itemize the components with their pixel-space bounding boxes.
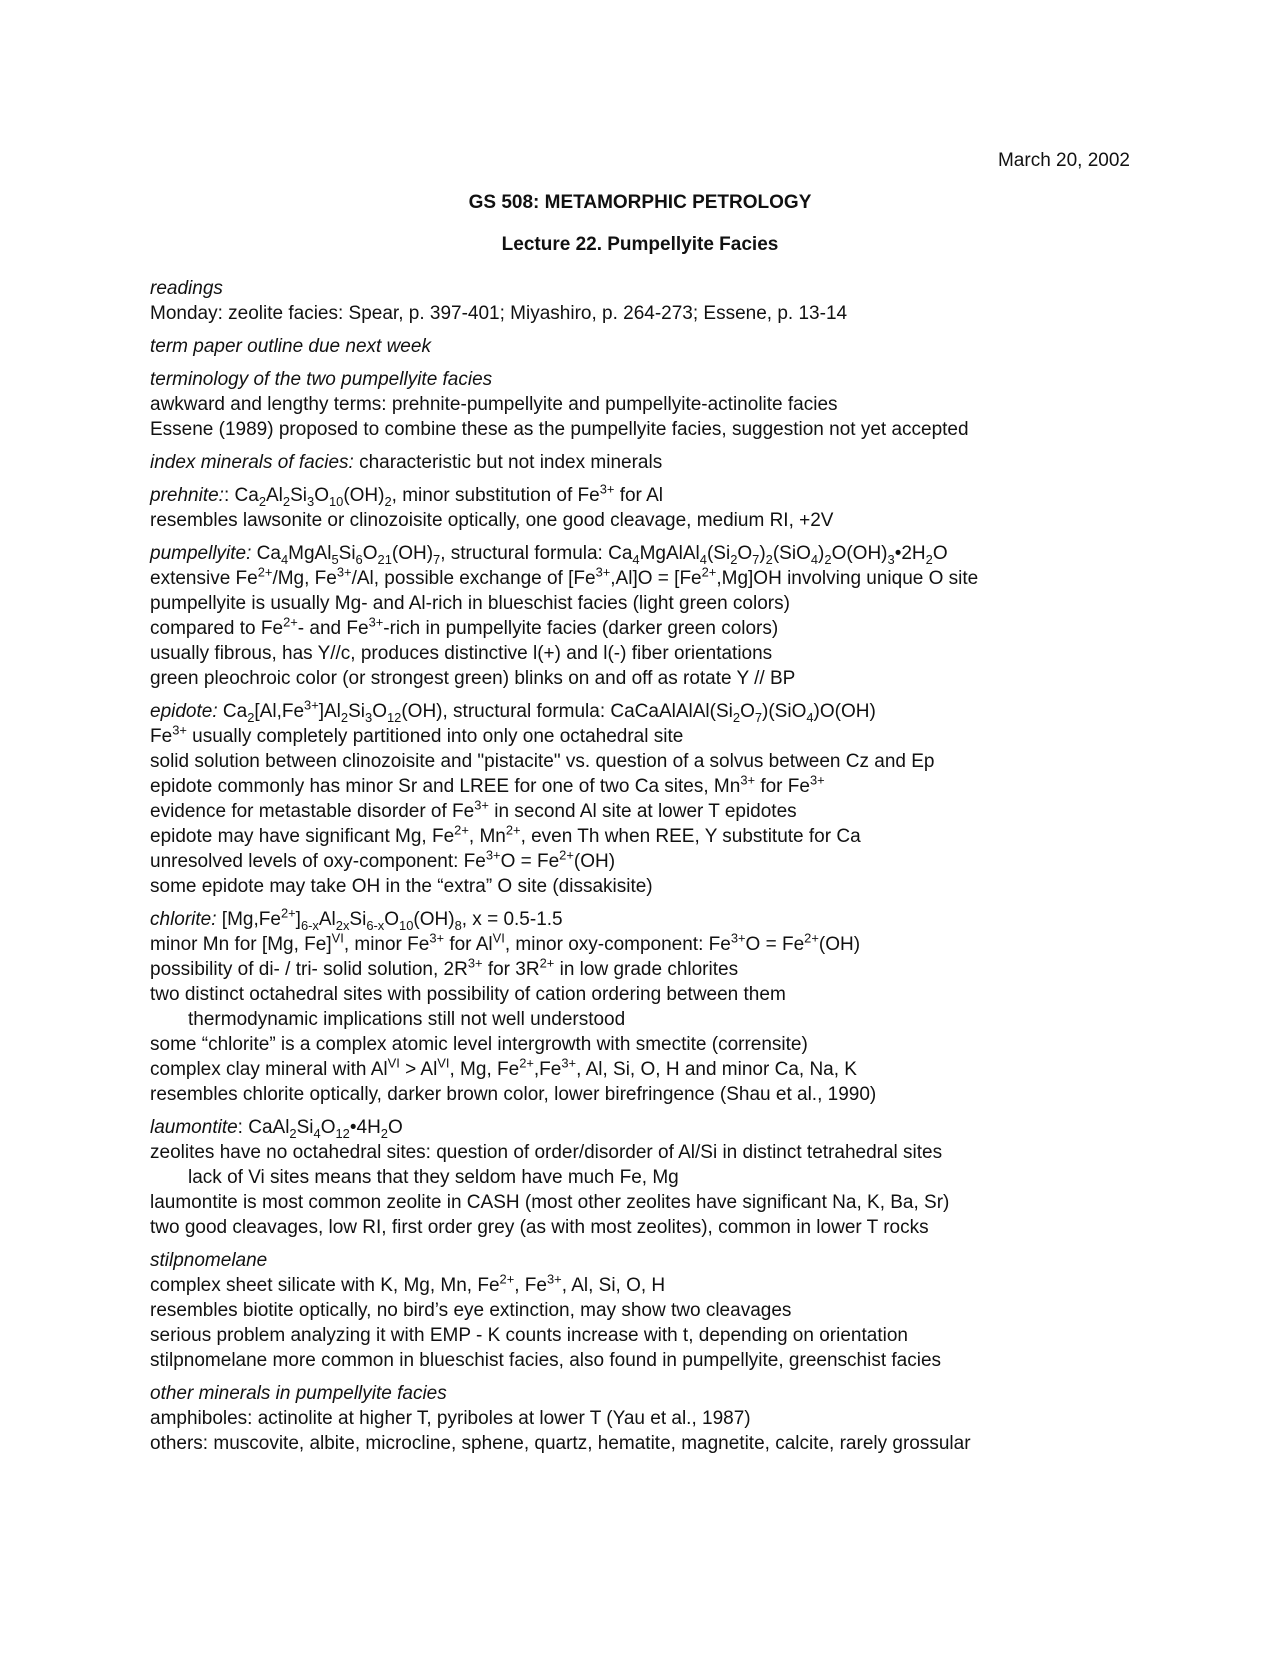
note-line: resembles chlorite optically, darker brown color, lower birefringence (Shau et al., 1990) (150, 1084, 877, 1105)
notes-section (150, 450, 1140, 475)
section-heading: index minerals of facies: (150, 452, 354, 473)
section-heading-line (150, 334, 1140, 359)
notes-section (150, 1248, 1140, 1373)
note-line: green pleochroic color (or strongest green) blinks on and off as rotate Y // BP (150, 668, 796, 689)
note-line: compared to $Fe^{2+}-$ and $Fe^{3+}$-rich in pumpellyite facies (darker green colors) (150, 614, 779, 639)
note-line: stilpnomelane more common in blueschist facies, also found in pumpellyite, greenschist facies (150, 1350, 942, 1371)
note-line: awkward and lengthy terms: prehnite-pumpellyite and pumpellyite-actinolite facies (150, 394, 838, 415)
note-line: unresolved levels of oxy-component: $Fe^{3+}O = Fe^{2+}(OH)$ (150, 847, 616, 872)
note-line: resembles lawsonite or clinozoisite optically, one good cleavage, medium RI, +2V (150, 510, 834, 531)
note-line: possibility of di- / tri- solid solution, $2R^{3+}$ for $3R^{2+}$ in low grade chlorites (150, 955, 739, 980)
notes-section (150, 1381, 1140, 1456)
notes-section (150, 367, 1140, 442)
lecture-notes (150, 276, 1140, 1464)
section-heading-line (150, 1381, 1140, 1406)
note-line: complex sheet silicate with K, Mg, Mn, $Fe^{2+}$, $Fe^{3+}$, Al, Si, O, H (150, 1271, 666, 1296)
section-heading-line (150, 907, 1140, 932)
section-heading: laumontite (150, 1117, 238, 1138)
note-line: Essene (1989) proposed to combine these as the pumpellyite facies, suggestion not yet accepted (150, 419, 969, 440)
section-heading: readings (150, 278, 223, 299)
notes-section (150, 483, 1140, 533)
section-heading: pumpellyite: (150, 543, 252, 564)
note-line: some epidote may take OH in the “extra” O site (dissakisite) (150, 876, 653, 897)
section-heading-formula: : $CaAl_2Si_4O_{12}•4H_2O$ (237, 1117, 403, 1141)
note-line: two good cleavages, low RI, first order grey (as with most zeolites), common in lower T rocks (150, 1217, 929, 1238)
section-heading: terminology of the two pumpellyite facies (150, 369, 493, 390)
note-line: zeolites have no octahedral sites: question of order/disorder of Al/Si in distinct tetrahedral sites (150, 1142, 943, 1163)
note-line: lack of Vi sites means that they seldom have much Fe, Mg (188, 1167, 679, 1188)
note-line: others: muscovite, albite, microcline, sphene, quartz, hematite, magnetite, calcite, rarely grossular (150, 1433, 971, 1454)
section-heading-line (150, 450, 1140, 475)
section-heading-formula: $Ca_2[Al,Fe^{3+}]Al_2Si_3O_{12}(OH)$, structural formula: $CaCaAlAlAl(Si_2O_7)(SiO_4)O(OH)$ (217, 697, 876, 725)
section-heading: prehnite: (150, 485, 224, 506)
section-heading-line (150, 541, 1140, 566)
note-line: complex clay mineral with $Al^{VI} > Al^{VI}$, Mg, $Fe^{2+},Fe^{3+}$, Al, Si, O, H and minor Ca, Na, K (150, 1055, 857, 1080)
section-heading: stilpnomelane (150, 1250, 268, 1271)
notes-section (150, 699, 1140, 899)
note-line: some “chlorite” is a complex atomic level intergrowth with smectite (corrensite) (150, 1034, 808, 1055)
notes-section (150, 334, 1140, 359)
note-line: serious problem analyzing it with EMP - K counts increase with t, depending on orientation (150, 1325, 908, 1346)
section-heading: other minerals in pumpellyite facies (150, 1383, 447, 1404)
note-line: $Fe^{3+}$ usually completely partitioned into only one octahedral site (150, 722, 684, 747)
notes-section (150, 276, 1140, 326)
section-heading: chlorite: (150, 909, 217, 930)
section-heading-formula: $Ca_4MgAl_5Si_6O_{21}(OH)_7$, structural formula: $Ca_4MgAlAl_4(Si_2O_7)_2(SiO_4)_2O(OH)_3•2H_2O$ (251, 543, 948, 567)
section-heading-formula: : $Ca_2Al_2Si_3O_{10}(OH)_2$, minor substitution of $Fe^{3+}$ for Al (223, 481, 664, 509)
note-line: thermodynamic implications still not well understood (188, 1009, 626, 1030)
section-heading: epidote: (150, 701, 218, 722)
note-line: resembles biotite optically, no bird’s eye extinction, may show two cleavages (150, 1300, 792, 1321)
notes-section (150, 907, 1140, 1107)
section-heading: term paper outline due next week (150, 336, 431, 357)
note-line: evidence for metastable disorder of $Fe^{3+}$ in second Al site at lower T epidotes (150, 797, 797, 822)
note-line: epidote may have significant Mg, $Fe^{2+}$, $Mn^{2+}$, even Th when REE, Y substitute for Ca (150, 822, 861, 847)
section-heading-line (150, 699, 1140, 724)
course-title: GS 508: METAMORPHIC PETROLOGY (468, 192, 812, 213)
notes-section (150, 1115, 1140, 1240)
lecture-title: Lecture 22. Pumpellyite Facies (501, 234, 779, 255)
section-heading-line (150, 1248, 1140, 1273)
note-line: Monday: zeolite facies: Spear, p. 397-401; Miyashiro, p. 264-273; Essene, p. 13-14 (150, 303, 848, 324)
note-line: two distinct octahedral sites with possibility of cation ordering between them (150, 984, 786, 1005)
note-line: solid solution between clinozoisite and "pistacite" vs. question of a solvus between Cz and Ep (150, 751, 935, 772)
note-line: minor Mn for [Mg, Fe]$^{VI}$, minor $Fe^{3+}$ for $Al^{VI}$, minor oxy-component: $Fe^{3+}O = Fe^{2+}(OH)$ (150, 930, 861, 955)
section-heading-formula: characteristic but not index minerals (353, 452, 663, 473)
section-heading-line (150, 1115, 1140, 1140)
section-heading-line (150, 276, 1140, 301)
note-line: pumpellyite is usually Mg- and Al-rich in blueschist facies (light green colors) (150, 593, 790, 614)
document-date: March 20, 2002 (997, 150, 1130, 171)
note-line: extensive $Fe^{2+}/Mg$, $Fe^{3+}/Al$, possible exchange of $[Fe^{3+},Al]O = [Fe^{2+},Mg]OH$ involving unique O site (150, 564, 979, 589)
note-line: laumontite is most common zeolite in CASH (most other zeolites have significant Na, K, Ba, Sr) (150, 1192, 950, 1213)
section-heading-formula: $[Mg,Fe^{2+}]_{6-x}Al_{2x}Si_{6-x}O_{10}(OH)_8$, x = 0.5-1.5 (216, 905, 563, 933)
note-line: epidote commonly has minor Sr and LREE for one of two Ca sites, $Mn^{3+}$ for $Fe^{3+}$ (150, 772, 825, 797)
notes-section (150, 541, 1140, 691)
section-heading-line (150, 483, 1140, 508)
section-heading-line (150, 367, 1140, 392)
note-line: usually fibrous, has Y//c, produces distinctive l(+) and l(-) fiber orientations (150, 643, 773, 664)
note-line: amphiboles: actinolite at higher T, pyriboles at lower T (Yau et al., 1987) (150, 1408, 751, 1429)
